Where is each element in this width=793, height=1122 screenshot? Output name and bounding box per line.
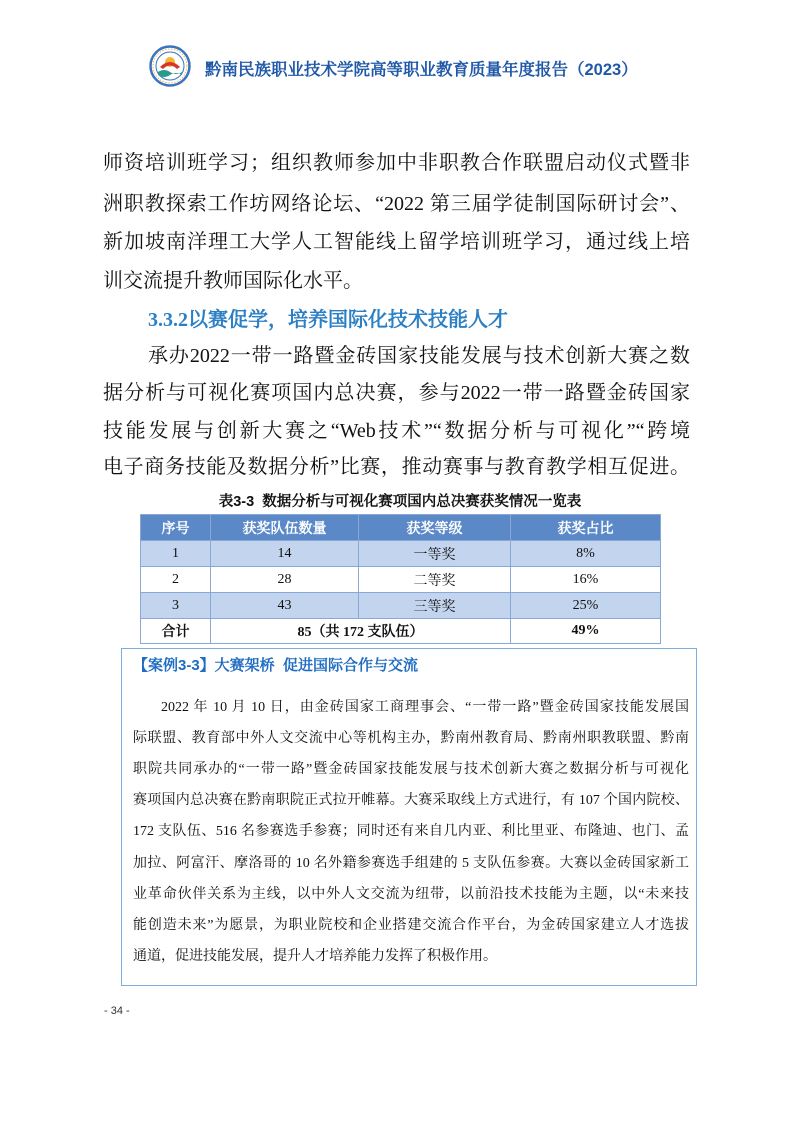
section-paragraph-line: 电子商务技能及数据分析”比赛，推动赛事与教育教学相互促进。	[103, 456, 690, 478]
section-heading: 3.3.2以赛促学，培养国际化技术技能人才	[148, 309, 508, 331]
case-line: 172 支队伍、516 名参赛选手参赛；同时还有来自几内亚、利比里亚、布隆迪、也门、孟	[133, 824, 689, 839]
table-cell: 二等奖	[359, 567, 511, 593]
table-cell: 3	[141, 593, 211, 619]
case-line: 赛项国内总决赛在黔南职院正式拉开帷幕。大赛采取线上方式进行，有 107 个国内院校、	[133, 793, 689, 808]
case-line: 加拉、阿富汗、摩洛哥的 10 名外籍参赛选手组建的 5 支队伍参赛。大赛以金砖国家新工	[133, 856, 689, 871]
table-cell: 16%	[511, 567, 661, 593]
report-header-title: 黔南民族职业技术学院高等职业教育质量年度报告（2023）	[205, 61, 638, 79]
table-cell: 43	[211, 593, 359, 619]
table-cell: 三等奖	[359, 593, 511, 619]
table-cell: 8%	[511, 541, 661, 567]
table-row	[141, 567, 661, 593]
column-header-team-count: 获奖队伍数量	[211, 515, 359, 541]
section-paragraph-line: 据分析与可视化赛项国内总决赛，参与2022一带一路暨金砖国家	[103, 382, 690, 404]
intro-line: 训交流提升教师国际化水平。	[103, 270, 363, 292]
case-line: 业革命伙伴关系为主线，以中外人文交流为纽带，以前沿技术技能为主题，以“未来技	[133, 887, 689, 902]
intro-line: 师资培训班学习；组织教师参加中非职教合作联盟启动仪式暨非	[103, 152, 690, 174]
table-caption: 表3-3 数据分析与可视化赛项国内总决赛获奖情况一览表	[218, 494, 582, 510]
table-header-row	[141, 515, 661, 541]
intro-line: 洲职教探索工作坊网络论坛、“2022 第三届学徒制国际研讨会”、	[103, 193, 690, 215]
case-line: 2022 年 10 月 10 日，由金砖国家工商理事会、“一带一路”暨金砖国家技能发展国	[161, 700, 689, 715]
intro-line: 新加坡南洋理工大学人工智能线上留学培训班学习，通过线上培	[103, 231, 690, 253]
total-label: 合计	[141, 619, 211, 644]
table-row	[141, 593, 661, 619]
table-cell: 2	[141, 567, 211, 593]
college-logo	[149, 45, 191, 87]
table-cell: 一等奖	[359, 541, 511, 567]
case-line: 职院共同承办的“一带一路”暨金砖国家技能发展与技术创新大赛之数据分析与可视化	[133, 762, 689, 777]
table-row	[141, 541, 661, 567]
table-cell: 25%	[511, 593, 661, 619]
case-line: 通道，促进技能发展，提升人才培养能力发挥了积极作用。	[133, 949, 497, 964]
college-emblem-icon	[149, 45, 191, 87]
case-title: 【案例3-3】大赛架桥 促进国际合作与交流	[133, 657, 419, 674]
case-line: 能创造未来”为愿景，为职业院校和企业搭建交流合作平台，为金砖国家建立人才选拔	[133, 918, 689, 933]
case-line: 际联盟、教育部中外人文交流中心等机构主办，黔南州教育局、黔南州职教联盟、黔南	[133, 731, 689, 746]
total-teams: 85（共 172 支队伍）	[211, 619, 511, 644]
table-cell: 1	[141, 541, 211, 567]
table-cell: 14	[211, 541, 359, 567]
total-ratio: 49%	[511, 619, 661, 644]
award-table	[140, 514, 661, 644]
table-cell: 28	[211, 567, 359, 593]
column-header-award-level: 获奖等级	[359, 515, 511, 541]
section-paragraph-line: 技能发展与创新大赛之“Web技术”“数据分析与可视化”“跨境	[103, 420, 690, 442]
column-header-award-ratio: 获奖占比	[511, 515, 661, 541]
table-total-row	[141, 619, 661, 644]
section-paragraph-line: 承办2022一带一路暨金砖国家技能发展与技术创新大赛之数	[148, 345, 690, 367]
page-number: - 34 -	[104, 1005, 130, 1017]
column-header-index: 序号	[141, 515, 211, 541]
